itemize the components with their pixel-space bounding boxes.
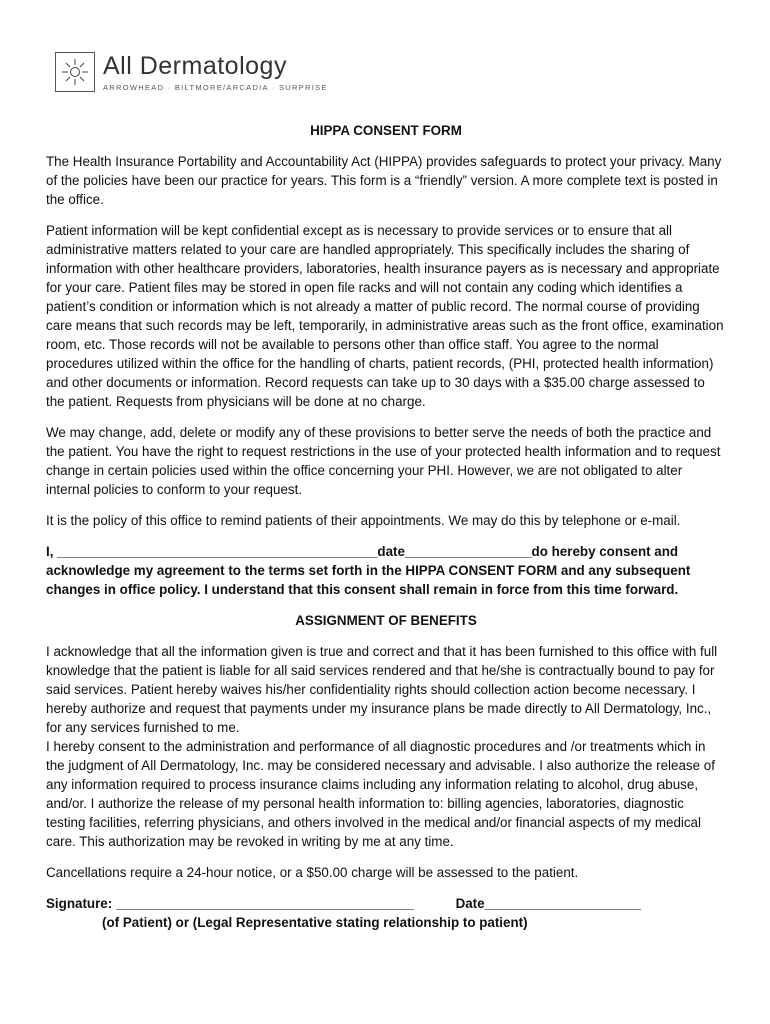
policy-changes-paragraph: We may change, add, delete or modify any of these provisions to better serve the needs of both the practice and the patient. You have the right to request restrictions in the use of your protected health information and to request change in certain policies used within the office concerning your PHI. However, we are not obligated to alter internal policies to conform to your request.	[46, 425, 721, 497]
signature-date-field[interactable]: Date_____________________	[455, 896, 641, 911]
practice-logo	[55, 52, 328, 92]
practice-locations: ARROWHEAD · BILTMORE/ARCADIA · SURPRISE	[103, 82, 328, 92]
signature-row	[46, 894, 726, 913]
intro-paragraph: The Health Insurance Portability and Accountability Act (HIPPA) provides safeguards to protect your privacy. Many of the policies have been our practice for years. This form is a “friendly” version. A more complete text is posted in the office.	[46, 154, 722, 207]
consent-statement: I, ___________________________________________date_________________do hereby consent and acknowledge my agreement to the terms set forth in the HIPPA CONSENT FORM and any subsequent changes in office policy. I understand that this consent shall remain in force from this time forward.	[46, 544, 691, 597]
cancellation-paragraph: Cancellations require a 24-hour notice, or a $50.00 charge will be assessed to the patient.	[46, 865, 579, 880]
reminders-paragraph: It is the policy of this office to remind patients of their appointments. We may do this by telephone or e-mail.	[46, 513, 681, 528]
authorize-paragraph: I hereby consent to the administration and performance of all diagnostic procedures and /or treatments which in the judgment of All Dermatology, Inc. may be considered necessary and advisable. I also authorize the release of any information required to process insurance claims including any information relating to alcohol, drug abuse, and/or. I authorize the release of my personal health information to: billing agencies, laboratories, diagnostic testing facilities, referring physicians, and others involved in the medical and/or financial aspects of my medical care. This authorization may be revoked in writing by me at any time.	[46, 739, 715, 849]
assignment-title: ASSIGNMENT OF BENEFITS	[295, 613, 477, 628]
sun-mark-icon	[55, 52, 95, 92]
acknowledge-paragraph: I acknowledge that all the information given is true and correct and that it has been furnished to this office with full knowledge that the patient is liable for all said services rendered and that he/she is contractually bound to pay for said services. Patient hereby waives his/her confidentiality rights should collection action become necessary. I hereby authorize and request that payments under my insurance plans be made directly to All Dermatology, Inc., for any services furnished to me.	[46, 644, 718, 735]
practice-name: All Dermatology	[103, 51, 287, 80]
confidentiality-paragraph: Patient information will be kept confidential except as is necessary to provide services or to ensure that all administrative matters related to your care are handled appropriately. This specifically includes the sharing of information with other healthcare providers, laboratories, health insurance payers as is necessary and appropriate for your care. Patient files may be stored in open file racks and will not contain any coding which identifies a patient’s condition or information which is not already a matter of public record. The normal course of providing care means that such records may be left, temporarily, in administrative areas such as the front office, examination room, etc. Those records will not be available to persons other than office staff. You agree to the normal procedures utilized within the office for the handling of charts, patient records, (PHI, protected health information) and other documents or information. Record requests can take up to 30 days with a $35.00 charge assessed to the patient. Requests from physicians will be done at no charge.	[46, 223, 724, 409]
signature-note: (of Patient) or (Legal Representative stating relationship to patient)	[102, 915, 528, 930]
signature-field[interactable]: Signature: ________________________________________	[46, 896, 414, 911]
form-body	[46, 121, 726, 932]
form-title: HIPPA CONSENT FORM	[310, 123, 462, 138]
